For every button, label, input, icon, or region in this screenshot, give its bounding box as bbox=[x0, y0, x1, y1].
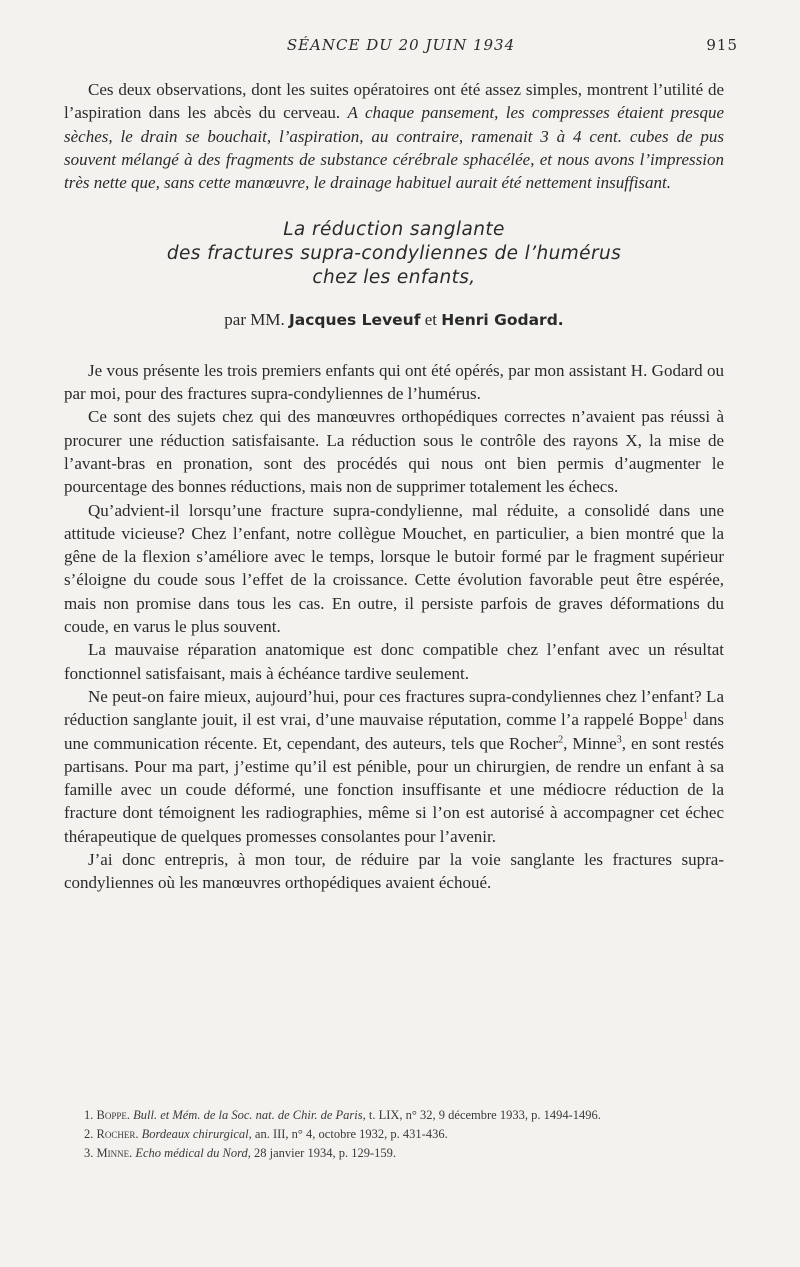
footnotes bbox=[64, 1106, 724, 1163]
page-number: 915 bbox=[706, 36, 738, 54]
paragraph-3: Qu’advient-il lorsqu’une fracture supra-condylienne, mal réduite, a consolidé dans une attitude vicieuse? Chez l’enfant, notre collègue Mouchet, en particulier, a bien montré que la gêne de la flexion s’améliore avec le temps, lorsque le butoir formé par le fragment supérieur s’éloigne du coude sous l’effet de la croissance. Cette évolution favorable peut être espérée, mais non promise dans tous les cas. En outre, il persiste parfois de graves déformations du coude, en varus le plus souvent. bbox=[64, 500, 724, 637]
p5-text-c: , Minne bbox=[563, 733, 617, 753]
author-1: Jacques Leveuf bbox=[289, 311, 421, 330]
running-header bbox=[64, 36, 738, 58]
footnote-author: Minne. bbox=[96, 1146, 133, 1160]
footnote-ref-1: 1 bbox=[683, 710, 689, 722]
footnote-number: 1. bbox=[84, 1108, 94, 1122]
paragraph-5 bbox=[64, 685, 724, 848]
byline-and: et bbox=[424, 310, 437, 330]
footnote-author: Rocher. bbox=[96, 1127, 139, 1141]
title-line-2: des fractures supra-condyliennes de l’humérus bbox=[166, 243, 622, 265]
p5-text-b: dans une communication récente. Et, cependant, des auteurs, tels que Rocher bbox=[64, 710, 724, 753]
intro-text: Ces deux observations, dont les suites opératoires ont été assez simples, montrent l’utilité de l’aspiration dans les abcès du cerveau. bbox=[64, 80, 724, 123]
footnote-source: Echo médical du Nord, bbox=[135, 1146, 251, 1160]
footnote-author: Boppe. bbox=[96, 1108, 130, 1122]
paragraph-1: Je vous présente les trois premiers enfants qui ont été opérés, par mon assistant H. Godard ou par moi, pour des fractures supra-condyliennes de l’humérus. bbox=[64, 360, 724, 404]
footnote-source: Bordeaux chirurgical, bbox=[141, 1127, 252, 1141]
p5-text-d: , en sont restés partisans. Pour ma part, j’estime qu’il est pénible, pour un chirurgien, de rendre un enfant à sa famille avec un coude déformé, une fonction insuffisante et une médiocre réduction de la fracture dont témoignent les radiographies, même si l’on est autorisé à accompagner cet échec thérapeutique de quelques promesses consolantes pour l’avenir. bbox=[64, 733, 724, 846]
title-line-3: chez les enfants, bbox=[312, 267, 476, 289]
body-text bbox=[64, 78, 724, 895]
intro-paragraph bbox=[64, 78, 724, 194]
footnote-number: 3. bbox=[84, 1146, 94, 1160]
footnote-source: Bull. et Mém. de la Soc. nat. de Chir. de Paris, bbox=[133, 1108, 366, 1122]
footnote-2 bbox=[64, 1125, 724, 1144]
title-line-1: La réduction sanglante bbox=[283, 219, 505, 241]
article-title bbox=[64, 218, 724, 290]
running-title: SÉANCE DU 20 JUIN 1934 bbox=[286, 36, 516, 54]
footnote-3 bbox=[64, 1144, 724, 1163]
paragraph-4: La mauvaise réparation anatomique est donc compatible chez l’enfant avec un résultat fonctionnel satisfaisant, mais à échéance tardive seulement. bbox=[64, 640, 724, 683]
footnote-detail: an. III, n° 4, octobre 1932, p. 431-436. bbox=[254, 1127, 448, 1141]
footnote-detail: t. LIX, n° 32, 9 décembre 1933, p. 1494-1496. bbox=[368, 1108, 601, 1122]
footnote-detail: 28 janvier 1934, p. 129-159. bbox=[253, 1146, 396, 1160]
author-2: Henri Godard. bbox=[441, 311, 564, 330]
byline bbox=[64, 308, 724, 332]
p5-text-a: Ne peut-on faire mieux, aujourd’hui, pour ces fractures supra-condyliennes chez l’enfant? La réduction sanglante jouit, il est vrai, d’une mauvaise réputation, comme l’a rappelé Boppe bbox=[64, 686, 724, 730]
footnote-1 bbox=[64, 1106, 724, 1125]
footnote-number: 2. bbox=[84, 1127, 94, 1141]
paragraph-2: Ce sont des sujets chez qui des manœuvres orthopédiques correctes n’avaient pas réussi à procurer une réduction satisfaisante. La réduction sous le contrôle des rayons X, la mise de l’avant-bras en pronation, sont des procédés qui nous ont bien permis d’augmenter le pourcentage des bonnes réductions, mais non de supprimer totalement les échecs. bbox=[64, 407, 724, 497]
intro-italic-text: A chaque pansement, les compresses étaient presque sèches, le drain se bouchait, l’aspiration, au contraire, ramenait 3 à 4 cent. cubes de pus souvent mélangé à des fragments de substance cérébrale sphacélée, et nous avons l’impression très nette que, sans cette manœuvre, le drainage habituel aurait été nettement insuffisant. bbox=[64, 103, 724, 193]
footnote-ref-3: 3 bbox=[616, 733, 622, 745]
paragraph-6: J’ai donc entrepris, à mon tour, de réduire par la voie sanglante les fractures supra-condyliennes où les manœuvres orthopédiques avaient échoué. bbox=[64, 850, 724, 893]
footnote-ref-2: 2 bbox=[558, 733, 564, 745]
byline-prefix: par MM. bbox=[224, 310, 285, 330]
